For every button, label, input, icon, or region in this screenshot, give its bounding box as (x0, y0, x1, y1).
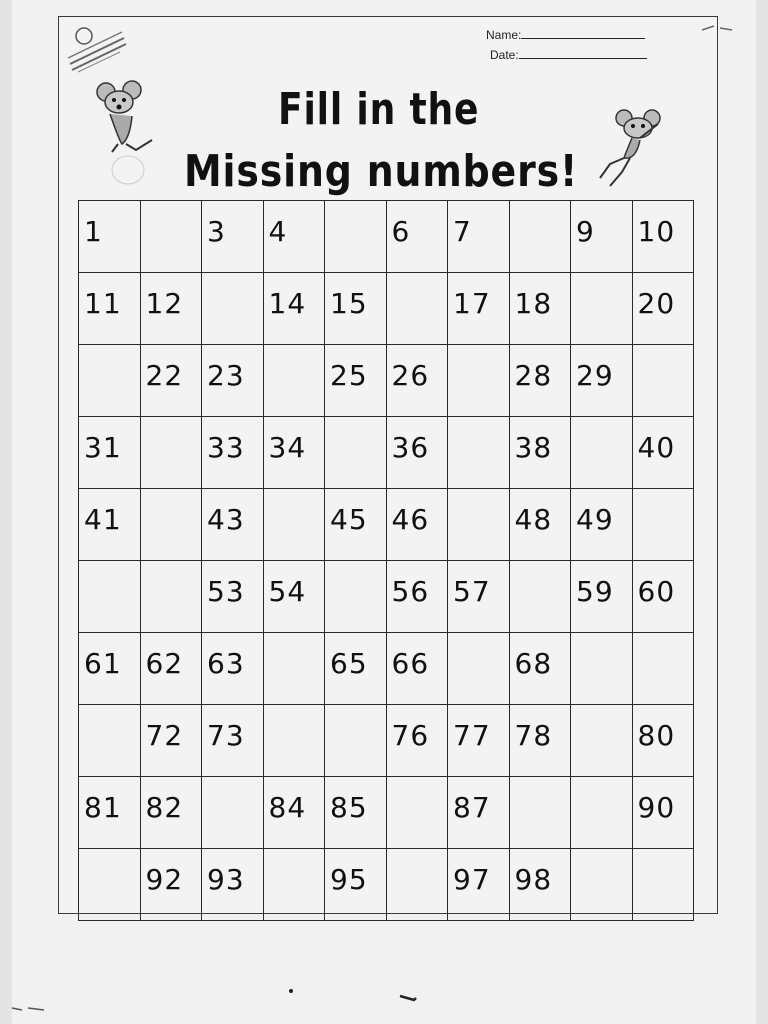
cell-number (79, 705, 140, 719)
grid-cell (325, 201, 387, 273)
grid-cell (140, 345, 202, 417)
cell-number: 72 (145, 719, 184, 752)
cell-number (387, 849, 448, 863)
cell-number: 18 (514, 287, 553, 320)
grid-cell (632, 561, 694, 633)
cell-number (325, 201, 386, 215)
grid-cell (79, 489, 141, 561)
grid-cell (386, 417, 448, 489)
cell-number (448, 633, 509, 647)
cell-number (387, 273, 448, 287)
grid-cell (448, 345, 510, 417)
grid-cell (325, 561, 387, 633)
grid-cell (325, 633, 387, 705)
grid-cell (79, 633, 141, 705)
cell-number: 38 (514, 431, 553, 464)
cell-number (325, 561, 386, 575)
cell-number (633, 849, 694, 863)
satellite-logo-icon (66, 24, 128, 76)
cell-number: 93 (207, 863, 245, 896)
grid-cell (263, 777, 325, 849)
cell-number: 59 (576, 575, 614, 608)
corner-mark-icon (700, 22, 734, 34)
grid-cell (325, 777, 387, 849)
grid-cell (632, 273, 694, 345)
grid-cell (325, 489, 387, 561)
cell-number: 28 (514, 359, 553, 392)
grid-cell (509, 417, 571, 489)
grid-cell (79, 777, 141, 849)
number-grid (78, 200, 694, 921)
cell-number (202, 777, 263, 791)
name-label: Name: (486, 28, 522, 42)
grid-cell (386, 633, 448, 705)
grid-cell (571, 345, 633, 417)
grid-cell (202, 777, 264, 849)
grid-cell (509, 201, 571, 273)
cell-number (448, 345, 509, 359)
cell-number: 81 (84, 791, 122, 824)
grid-cell (509, 777, 571, 849)
cell-number: 54 (268, 575, 307, 608)
grid-cell (448, 273, 510, 345)
grid-cell (448, 561, 510, 633)
cell-number (325, 705, 386, 719)
grid-cell (140, 777, 202, 849)
cell-number (264, 345, 325, 359)
cell-number (571, 633, 632, 647)
grid-row (79, 561, 694, 633)
mouse-mascot-icon (596, 108, 668, 192)
grid-cell (140, 273, 202, 345)
grid-cell (386, 705, 448, 777)
grid-cell (325, 705, 387, 777)
cell-number: 82 (145, 791, 184, 824)
cell-number: 6 (391, 215, 411, 248)
cell-number: 7 (453, 215, 472, 248)
date-field (490, 48, 647, 62)
grid-row (79, 705, 694, 777)
cell-number: 11 (84, 287, 122, 320)
grid-cell (386, 489, 448, 561)
cell-number (264, 705, 325, 719)
grid-row (79, 345, 694, 417)
cell-number: 56 (391, 575, 430, 608)
grid-cell (509, 633, 571, 705)
cell-number (325, 417, 386, 431)
cell-number: 36 (391, 431, 430, 464)
cell-number (510, 561, 571, 575)
cell-number (571, 777, 632, 791)
grid-cell (632, 201, 694, 273)
pen-mark-icon (398, 992, 418, 1004)
grid-cell (79, 849, 141, 921)
grid-cell (79, 705, 141, 777)
grid-cell (632, 489, 694, 561)
grid-cell (448, 633, 510, 705)
title-line-1: Fill in the (278, 84, 480, 135)
grid-cell (571, 273, 633, 345)
cell-number: 78 (514, 719, 553, 752)
cell-number: 4 (268, 215, 288, 248)
cell-number: 95 (330, 863, 368, 896)
cell-number: 22 (145, 359, 184, 392)
grid-cell (386, 345, 448, 417)
cell-number (79, 849, 140, 863)
cell-number: 43 (207, 503, 245, 536)
cell-number (141, 561, 202, 575)
cell-number: 61 (84, 647, 122, 680)
cell-number (448, 489, 509, 503)
name-field (486, 28, 645, 42)
cell-number: 31 (84, 431, 122, 464)
grid-cell (202, 561, 264, 633)
cell-number: 1 (84, 215, 103, 248)
grid-cell (263, 489, 325, 561)
cell-number (633, 489, 694, 503)
grid-cell (632, 633, 694, 705)
cell-number: 87 (453, 791, 491, 824)
grid-cell (325, 417, 387, 489)
grid-cell (571, 201, 633, 273)
grid-cell (325, 273, 387, 345)
grid-cell (509, 705, 571, 777)
grid-cell (571, 561, 633, 633)
cell-number (264, 849, 325, 863)
grid-cell (263, 201, 325, 273)
grid-cell (263, 705, 325, 777)
grid-cell (140, 489, 202, 561)
grid-cell (386, 849, 448, 921)
cell-number: 53 (207, 575, 245, 608)
grid-cell (509, 561, 571, 633)
cell-number: 12 (145, 287, 184, 320)
cell-number: 63 (207, 647, 245, 680)
grid-cell (79, 273, 141, 345)
cell-number: 23 (207, 359, 245, 392)
grid-cell (79, 201, 141, 273)
cell-number: 45 (330, 503, 368, 536)
grid-cell (263, 417, 325, 489)
grid-row (79, 777, 694, 849)
grid-cell (571, 849, 633, 921)
grid-cell (202, 417, 264, 489)
cell-number: 29 (576, 359, 614, 392)
grid-cell (140, 705, 202, 777)
grid-cell (140, 201, 202, 273)
date-label: Date: (490, 48, 519, 62)
grid-row (79, 201, 694, 273)
cell-number: 80 (637, 719, 676, 752)
grid-cell (325, 849, 387, 921)
cell-number: 65 (330, 647, 368, 680)
grid-cell (202, 633, 264, 705)
grid-cell (448, 849, 510, 921)
grid-cell (509, 273, 571, 345)
cell-number: 76 (391, 719, 430, 752)
cell-number (571, 417, 632, 431)
grid-cell (448, 705, 510, 777)
cell-number (141, 417, 202, 431)
cell-number: 92 (145, 863, 184, 896)
cell-number: 77 (453, 719, 491, 752)
grid-cell (140, 417, 202, 489)
grid-row (79, 417, 694, 489)
grid-cell (386, 273, 448, 345)
cell-number: 48 (514, 503, 553, 536)
cell-number: 33 (207, 431, 245, 464)
cell-number: 3 (207, 215, 226, 248)
cell-number: 57 (453, 575, 491, 608)
cell-number (510, 201, 571, 215)
cell-number (141, 201, 202, 215)
grid-cell (79, 561, 141, 633)
cell-number: 41 (84, 503, 122, 536)
grid-cell (202, 849, 264, 921)
grid-cell (263, 561, 325, 633)
cell-number (141, 489, 202, 503)
cell-number: 26 (391, 359, 430, 392)
cell-number: 98 (514, 863, 553, 896)
cell-number (264, 633, 325, 647)
cell-number (510, 777, 571, 791)
date-write-line (519, 48, 647, 59)
cell-number (264, 489, 325, 503)
grid-cell (263, 345, 325, 417)
cell-number (633, 345, 694, 359)
cell-number: 73 (207, 719, 245, 752)
grid-cell (632, 705, 694, 777)
grid-cell (448, 489, 510, 561)
grid-cell (325, 345, 387, 417)
grid-cell (571, 777, 633, 849)
grid-cell (79, 345, 141, 417)
grid-row (79, 633, 694, 705)
title-line-2: Missing numbers! (184, 146, 579, 197)
grid-cell (632, 345, 694, 417)
cell-number: 85 (330, 791, 368, 824)
grid-cell (140, 849, 202, 921)
grid-cell (571, 417, 633, 489)
cell-number (79, 561, 140, 575)
grid-cell (202, 489, 264, 561)
cell-number: 40 (637, 431, 676, 464)
cell-number: 10 (637, 215, 676, 248)
grid-cell (140, 633, 202, 705)
grid-cell (263, 849, 325, 921)
grid-cell (509, 849, 571, 921)
cell-number: 68 (514, 647, 553, 680)
grid-cell (448, 417, 510, 489)
grid-cell (632, 417, 694, 489)
grid-cell (202, 201, 264, 273)
name-write-line (521, 28, 645, 39)
grid-cell (571, 489, 633, 561)
cell-number: 17 (453, 287, 491, 320)
cell-number (571, 273, 632, 287)
grid-cell (202, 273, 264, 345)
cell-number: 66 (391, 647, 430, 680)
grid-cell (202, 345, 264, 417)
mouse-mascot-icon (94, 80, 164, 192)
grid-cell (386, 561, 448, 633)
cell-number (571, 705, 632, 719)
grid-row (79, 849, 694, 921)
cell-number: 9 (576, 215, 595, 248)
grid-cell (202, 705, 264, 777)
cell-number: 20 (637, 287, 676, 320)
grid-cell (632, 777, 694, 849)
cell-number (79, 345, 140, 359)
cell-number: 25 (330, 359, 368, 392)
cell-number (448, 417, 509, 431)
grid-cell (509, 489, 571, 561)
cell-number (571, 849, 632, 863)
cell-number: 46 (391, 503, 430, 536)
grid-cell (509, 345, 571, 417)
cell-number (633, 633, 694, 647)
grid-cell (571, 705, 633, 777)
grid-cell (263, 633, 325, 705)
cell-number: 34 (268, 431, 307, 464)
grid-cell (448, 777, 510, 849)
grid-row (79, 489, 694, 561)
dot-mark-icon (288, 988, 294, 994)
cell-number: 90 (637, 791, 676, 824)
grid-row (79, 273, 694, 345)
cell-number: 14 (268, 287, 307, 320)
grid-cell (263, 273, 325, 345)
cell-number: 49 (576, 503, 614, 536)
cell-number: 97 (453, 863, 491, 896)
grid-cell (386, 777, 448, 849)
cell-number: 84 (268, 791, 307, 824)
grid-cell (140, 561, 202, 633)
grid-cell (571, 633, 633, 705)
cell-number (387, 777, 448, 791)
grid-cell (632, 849, 694, 921)
corner-mark-icon (10, 1002, 46, 1014)
grid-cell (79, 417, 141, 489)
cell-number: 15 (330, 287, 368, 320)
cell-number: 62 (145, 647, 184, 680)
grid-cell (386, 201, 448, 273)
grid-cell (448, 201, 510, 273)
cell-number (202, 273, 263, 287)
cell-number: 60 (637, 575, 676, 608)
